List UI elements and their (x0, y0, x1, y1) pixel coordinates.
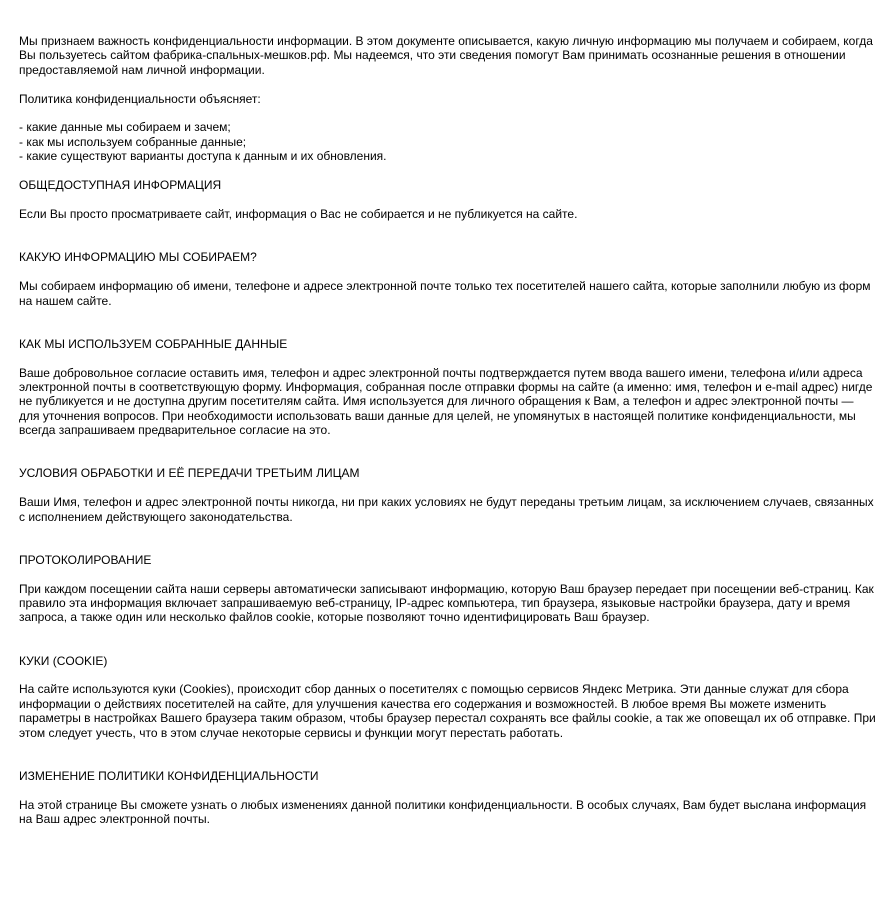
section-heading: ИЗМЕНЕНИЕ ПОЛИТИКИ КОНФИДЕНЦИАЛЬНОСТИ (19, 768, 319, 783)
intro-list (19, 120, 877, 163)
section-heading: КАКУЮ ИНФОРМАЦИЮ МЫ СОБИРАЕМ? (19, 250, 257, 265)
section-text: Ваши Имя, телефон и адрес электронной почты никогда, ни при каких условиях не будут переданы третьим лицам, за исключением случаев, связанных с исполнением действующего законодательства. (19, 495, 874, 524)
section-collected-info (19, 250, 877, 308)
section-logging (19, 553, 877, 625)
section-data-usage (19, 337, 877, 438)
section-text: На этой странице Вы сможете узнать о любых изменениях данной политики конфиденциальности. В особых случаях, Вам будет выслана информация на Ваш адрес электронной почты. (19, 797, 867, 827)
section-heading: КУКИ (COOKIE) (19, 653, 108, 668)
section-heading: ОБЩЕДОСТУПНАЯ ИНФОРМАЦИЯ (19, 178, 222, 193)
section-third-parties (19, 466, 877, 524)
section-heading: КАК МЫ ИСПОЛЬЗУЕМ СОБРАННЫЕ ДАННЫЕ (19, 336, 288, 351)
section-text: На сайте используются куки (Cookies), происходит сбор данных о посетителях с помощью сервисов Яндекс Метрика. Эти данные служат для сбора информации о действиях посетителей на сайте, для улучшения качества его содержания и возможностей. В любое время Вы можете изменить параметры в настройках Вашего браузера таким образом, чтобы браузер перестал сохранять все файлы cookie, а так же оповещал их об отправке. При этом следует учесть, что в этом случае некоторые сервисы и функции могут перестать работать. (19, 682, 876, 740)
section-text: Мы собираем информацию об имени, телефоне и адресе электронной почте только тех посетителей нашего сайта, которые заполнили любую из форм на нашем сайте. (19, 279, 871, 308)
section-text: Если Вы просто просматриваете сайт, информация о Вас не собирается и не публикуется на сайте. (19, 206, 578, 221)
list-item: - какие данные мы собираем и зачем; (19, 120, 231, 135)
privacy-policy-document (19, 34, 877, 826)
section-heading: УСЛОВИЯ ОБРАБОТКИ И ЕЁ ПЕРЕДАЧИ ТРЕТЬИМ ЛИЦАМ (19, 466, 360, 481)
section-text: При каждом посещении сайта наши серверы автоматически записывают информацию, которую Ваш браузер передает при посещении веб-страниц. Как правило эта информация включает запрашиваемую веб-страницу, IP-адрес компьютера, тип браузера, языковые настройки браузера, дату и время запроса, а также один или несколько файлов cookie, которые позволяют точно идентифицировать Ваш браузер. (19, 581, 874, 625)
intro-list-lead: Политика конфиденциальности объясняет: (19, 91, 261, 106)
list-item: - как мы используем собранные данные; (19, 134, 247, 149)
section-cookies (19, 654, 877, 740)
section-public-info (19, 178, 877, 221)
list-item: - какие существуют варианты доступа к данным и их обновления. (19, 149, 387, 164)
intro-paragraph: Мы признаем важность конфиденциальности информации. В этом документе описывается, какую личную информацию мы получаем и собираем, когда Вы пользуетесь сайтом фабрика-спальных-мешков.рф. Мы надеемся, что эти сведения помогут Вам принимать осознанные решения в отношении предоставляемой нам личной информации. (19, 34, 873, 77)
section-text: Ваше добровольное согласие оставить имя, телефон и адрес электронной почты подтверждается путем ввода вашего имени, телефона и/или адреса электронной почты в соответствующую форму. Информация, собранная после отправки формы на сайте (а именно: имя, телефон и e-mail адрес) нигде не публикуется и не доступна другим посетителям сайта. Имя используется для личного обращения к Вам, а телефон и адрес электронной почты — для уточнения вопросов. При необходимости использовать ваши данные для целей, не упомянутых в настоящей политике конфиденциальности, мы всегда запрашиваем предварительное согласие на это. (19, 365, 873, 438)
section-policy-changes (19, 769, 877, 827)
section-heading: ПРОТОКОЛИРОВАНИЕ (19, 552, 152, 567)
